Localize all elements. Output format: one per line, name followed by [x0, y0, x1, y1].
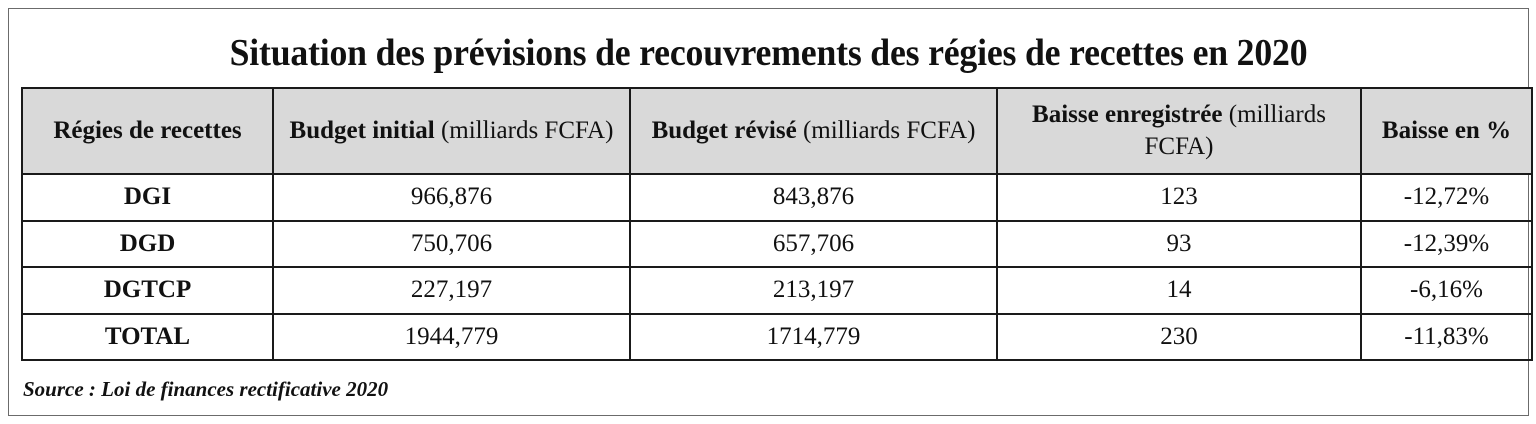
header-regies: Régies de recettes — [22, 88, 273, 174]
cell-baisse: 230 — [997, 314, 1361, 361]
table-row — [22, 314, 1532, 361]
cell-budget-initial: 966,876 — [273, 174, 630, 221]
cell-budget-initial: 1944,779 — [273, 314, 630, 361]
cell-baisse: 14 — [997, 267, 1361, 314]
header-budget-revise: Budget révisé (milliards FCFA) — [630, 88, 997, 174]
cell-budget-initial: 227,197 — [273, 267, 630, 314]
cell-budget-revise: 213,197 — [630, 267, 997, 314]
table-title: Situation des prévisions de recouvrements des régies de recettes en 2020 — [229, 32, 1308, 74]
cell-budget-revise: 843,876 — [630, 174, 997, 221]
cell-baisse: 123 — [997, 174, 1361, 221]
table-row — [22, 267, 1532, 314]
table-row — [22, 174, 1532, 221]
cell-budget-initial: 750,706 — [273, 221, 630, 268]
cell-baisse-pct: -12,72% — [1361, 174, 1532, 221]
header-row — [22, 88, 1532, 174]
document-frame — [8, 8, 1529, 416]
header-baisse-enregistree: Baisse enregistrée (milliards FCFA) — [997, 88, 1361, 174]
row-label: DGI — [22, 174, 273, 221]
cell-baisse: 93 — [997, 221, 1361, 268]
source-note: Source : Loi de finances rectificative 2020 — [23, 377, 389, 401]
cell-budget-revise: 1714,779 — [630, 314, 997, 361]
revenue-table — [21, 87, 1533, 361]
row-label: DGD — [22, 221, 273, 268]
cell-baisse-pct: -12,39% — [1361, 221, 1532, 268]
cell-baisse-pct: -6,16% — [1361, 267, 1532, 314]
cell-baisse-pct: -11,83% — [1361, 314, 1532, 361]
table-row — [22, 221, 1532, 268]
header-budget-initial: Budget initial (milliards FCFA) — [273, 88, 630, 174]
row-label: DGTCP — [22, 267, 273, 314]
header-baisse-pct: Baisse en % — [1361, 88, 1532, 174]
cell-budget-revise: 657,706 — [630, 221, 997, 268]
row-label: TOTAL — [22, 314, 273, 361]
